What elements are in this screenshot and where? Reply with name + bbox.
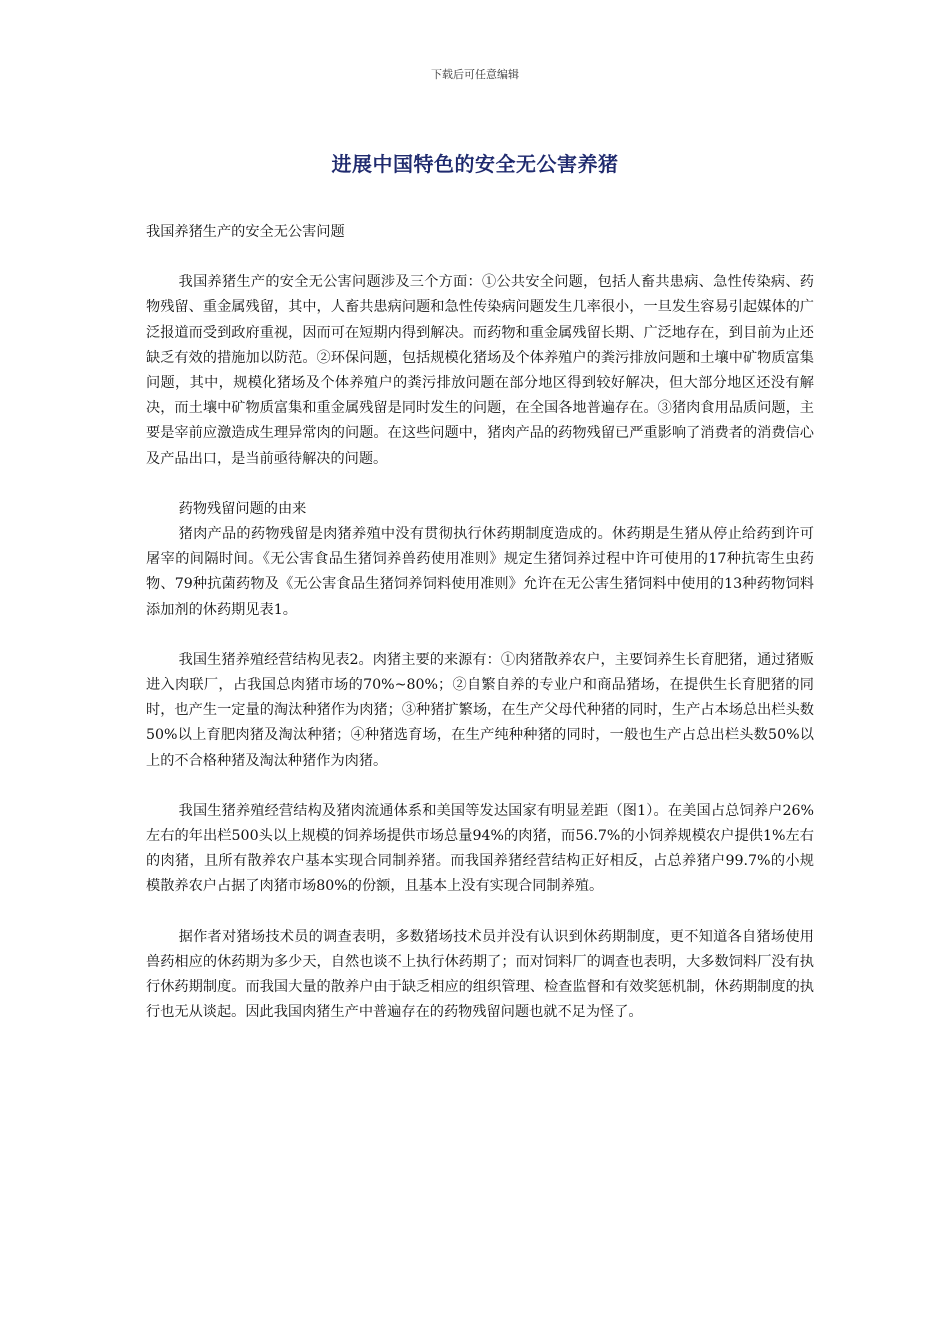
paragraph-public-safety: 我国养猪生产的安全无公害问题涉及三个方面：①公共安全问题，包括人畜共患病、急性传染病、药物残留、重金属残留，其中，人畜共患病问题和急性传染病问题发生几率很小，一旦发生容易引起媒体的广泛报道而受到政府重视，因而可在短期内得到解决。而药物和重金属残留长期、广泛地存在，到目前为止还缺乏有效的措施加以防范。②环保问题，包括规模化猪场及个体养殖户的粪污排放问题和土壤中矿物质富集问题，其中，规模化猪场及个体养殖户的粪污排放问题在部分地区得到较好解决，但大部分地区还没有解决，而土壤中矿物质富集和重金属残留是同时发生的问题，在全国各地普遍存在。③猪肉食用品质问题，主要是宰前应激造成生理异常肉的问题。在这些问题中，猪肉产品的药物残留已严重影响了消费者的消费信心及产品出口，是当前亟待解决的问题。 (146, 274, 814, 467)
paragraph-withdrawal-period: 猪肉产品的药物残留是肉猪养殖中没有贯彻执行休药期制度造成的。休药期是生猪从停止给药到许可屠宰的间隔时间。《无公害食品生猪饲养兽药使用准则》规定生猪饲养过程中许可使用的17种抗寄生虫药物、79种抗菌药物及《无公害食品生猪饲养饲料使用准则》允许在无公害生猪饲料中使用的13种药物饲料添加剂的休药期见表1。 (146, 526, 814, 618)
section-heading: 我国养猪生产的安全无公害问题 (146, 224, 345, 240)
header-note: 下载后可任意编辑 (431, 68, 519, 81)
paragraph-farming-structure: 我国生猪养殖经营结构见表2。肉猪主要的来源有：①肉猪散养农户，主要饲养生长育肥猪，通过猪贩进入肉联厂，占我国总肉猪市场的70%~80%；②自繁自养的专业户和商品猪场，在提供生长育肥猪的同时，也产生一定量的淘汰种猪作为肉猪；③种猪扩繁场，在生产父母代种猪的同时，生产占本场总出栏头数50%以上育肥肉猪及淘汰种猪；④种猪选育场，在生产纯种种猪的同时，一般也生产占总出栏头数50%以上的不合格种猪及淘汰种猪作为肉猪。 (146, 651, 814, 769)
sub-heading-drug-residue: 药物残留问题的由来 (178, 500, 307, 517)
paragraph-survey-findings: 据作者对猪场技术员的调查表明，多数猪场技术员并没有认识到休药期制度，更不知道各自猪场使用兽药相应的休药期为多少天，自然也谈不上执行休药期了；而对饲料厂的调查也表明，大多数饲料厂没有执行休药期制度。而我国大量的散养户由于缺乏相应的组织管理、检查监督和有效奖惩机制，休药期制度的执行也无从谈起。因此我国肉猪生产中普遍存在的药物残留问题也就不足为怪了。 (146, 928, 814, 1021)
document-body (146, 220, 814, 1050)
document-title: 进展中国特色的安全无公害养猪 (331, 152, 619, 176)
paragraph-us-comparison: 我国生猪养殖经营结构及猪肉流通体系和美国等发达国家有明显差距（图1）。在美国占总饲养户26%左右的年出栏500头以上规模的饲养场提供市场总量94%的肉猪，而56.7%的小饲养规模农户提供1%左右的肉猪，且所有散养农户基本实现合同制养猪。而我国养猪经营结构正好相反，占总养猪户99.7%的小规模散养农户占据了肉猪市场80%的份额，且基本上没有实现合同制养殖。 (146, 802, 814, 895)
